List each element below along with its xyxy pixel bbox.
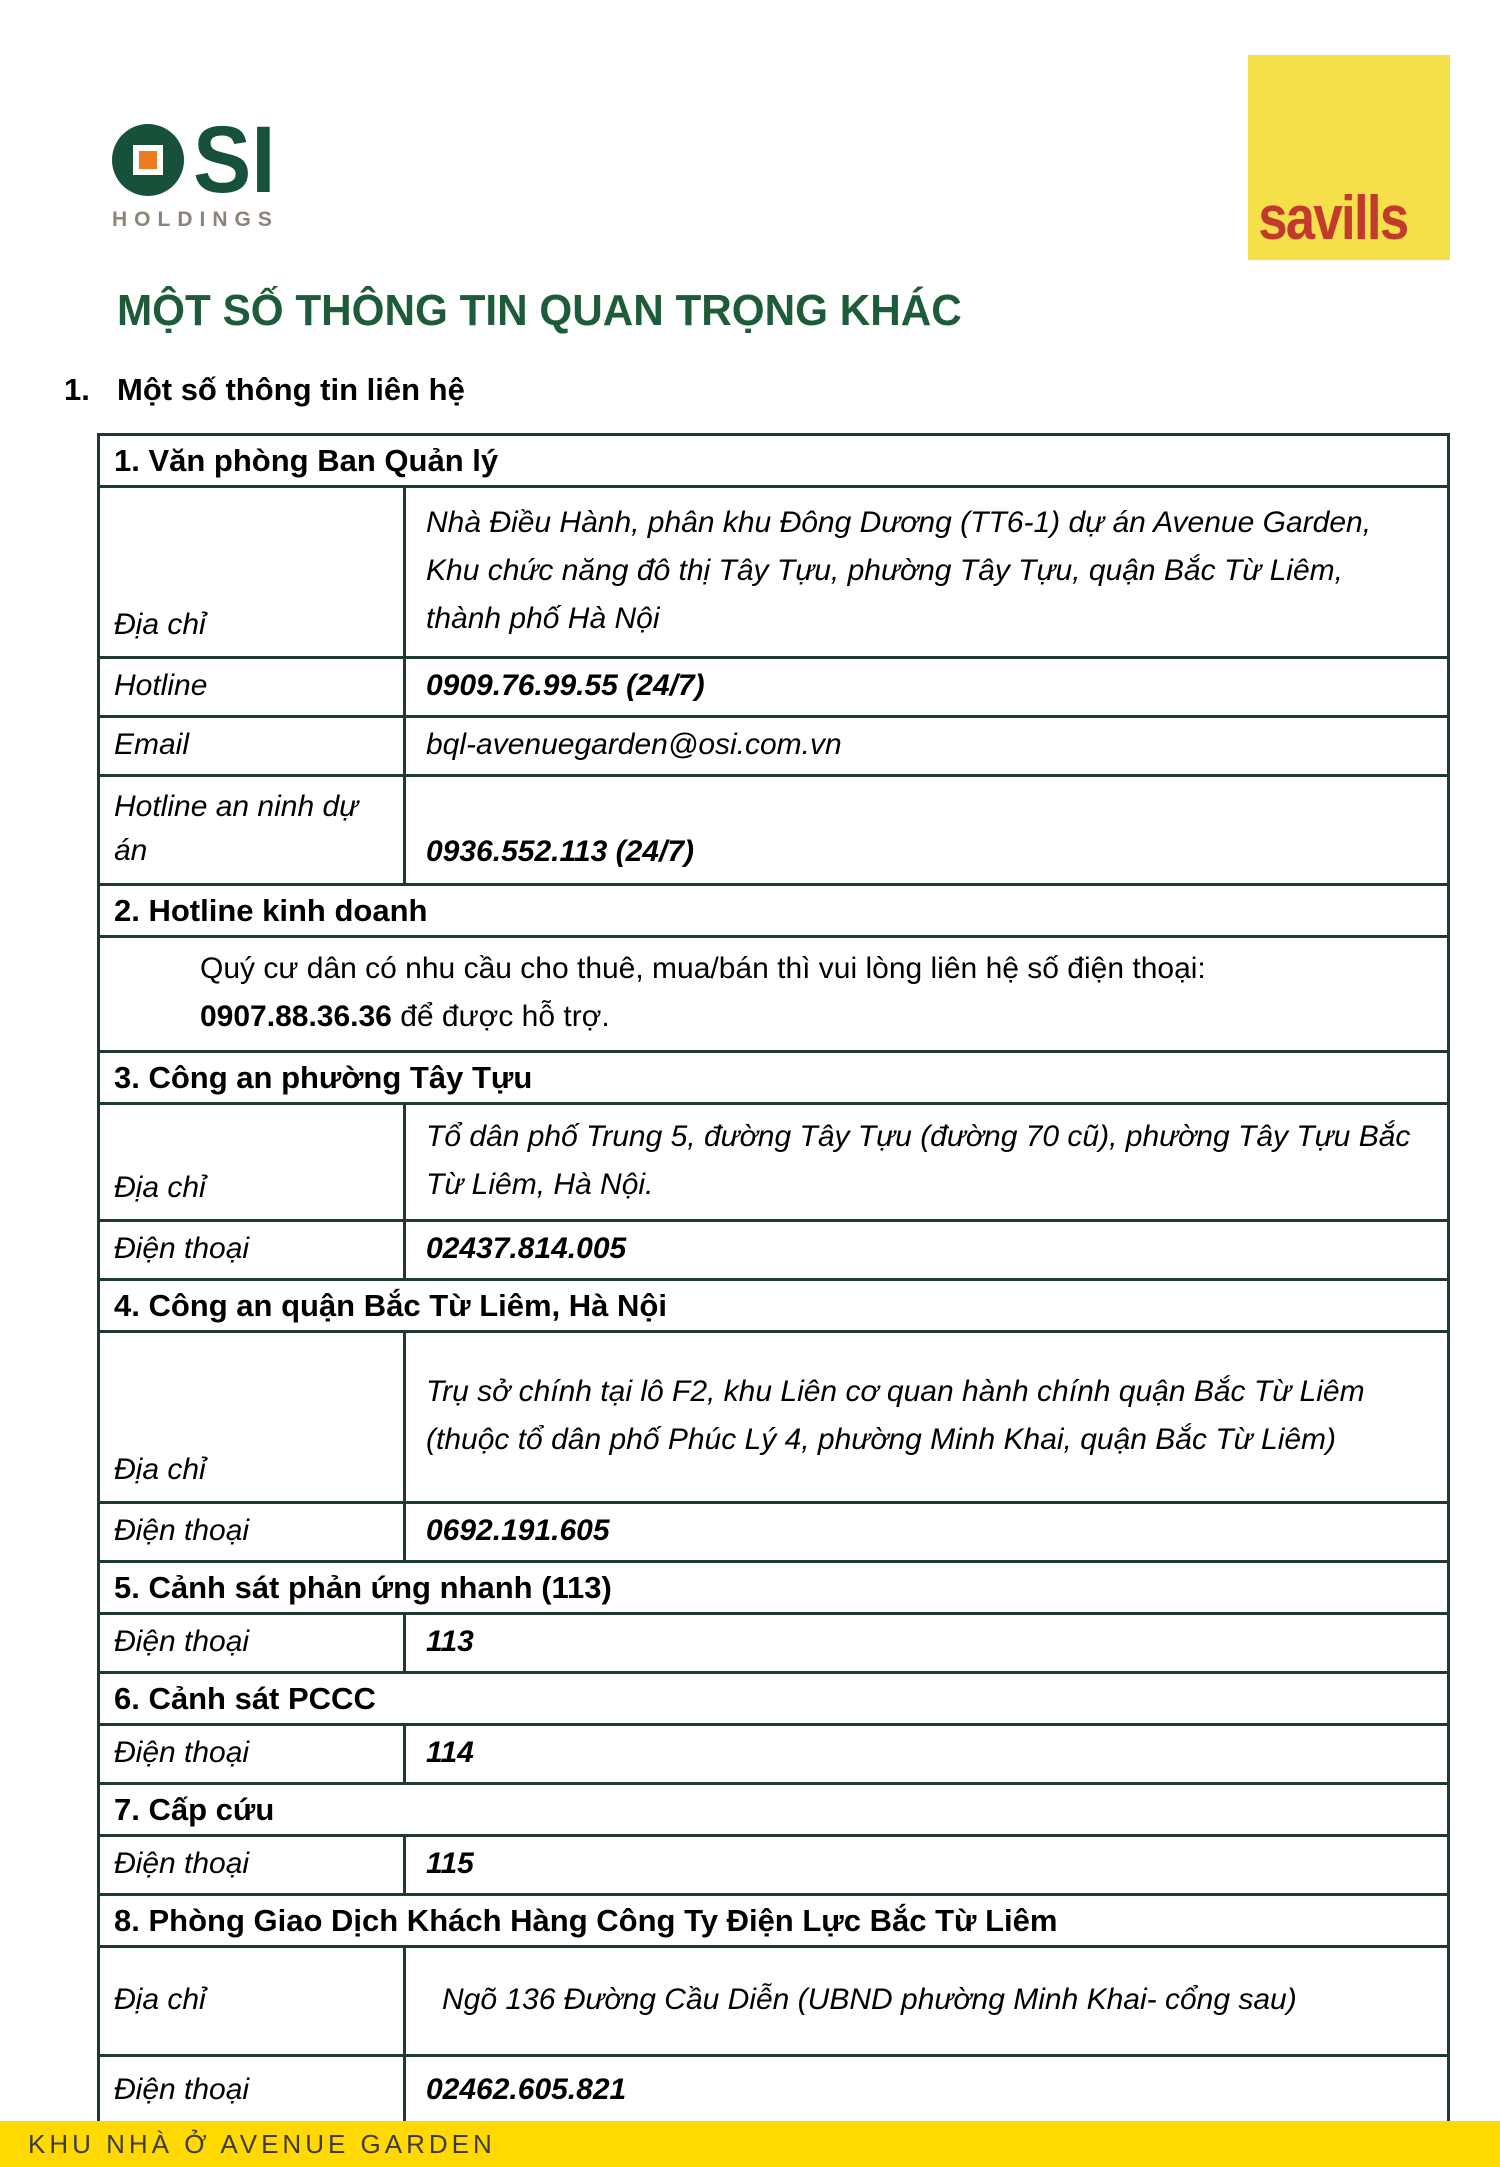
footer-bar [0, 2121, 1500, 2167]
osi-holdings-logo [112, 107, 283, 232]
section-header: 6. Cảnh sát PCCC [99, 1673, 1449, 1725]
row-value: 115 [405, 1836, 1449, 1895]
row-label: Địa chỉ [99, 1947, 405, 2056]
note-text: để được hỗ trợ. [391, 1000, 610, 1033]
section-header: 4. Công an quận Bắc Từ Liêm, Hà Nội [99, 1280, 1449, 1332]
section-header-row [99, 435, 1449, 487]
row-value: 0909.76.99.55 (24/7) [405, 658, 1449, 717]
table-row [99, 1332, 1449, 1503]
table-row [99, 1104, 1449, 1221]
section-header: 5. Cảnh sát phản ứng nhanh (113) [99, 1562, 1449, 1614]
row-value: 114 [405, 1725, 1449, 1784]
row-label: Điện thoại [99, 2056, 405, 2127]
contact-info-table [97, 433, 1450, 2128]
row-label: Hotline [99, 658, 405, 717]
note-text: Quý cư dân có nhu cầu cho thuê, mua/bán thì vui lòng liên hệ số điện thoại: [200, 952, 1206, 985]
row-label: Điện thoại [99, 1503, 405, 1562]
table-row [99, 717, 1449, 776]
section-header-row [99, 1673, 1449, 1725]
row-label: Email [99, 717, 405, 776]
section-header-row [99, 885, 1449, 937]
row-value: Ngõ 136 Đường Cầu Diễn (UBND phường Minh Khai- cổng sau) [405, 1947, 1449, 2056]
section-heading [64, 372, 465, 408]
row-value: Nhà Điều Hành, phân khu Đông Dương (TT6-1) dự án Avenue Garden, Khu chức năng đô thị Tây Tựu, phường Tây Tựu, quận Bắc Từ Liêm, thành phố Hà Nội [405, 487, 1449, 658]
table-row [99, 658, 1449, 717]
row-value: Trụ sở chính tại lô F2, khu Liên cơ quan hành chính quận Bắc Từ Liêm (thuộc tổ dân phố Phúc Lý 4, phường Minh Khai, quận Bắc Từ Liêm) [405, 1332, 1449, 1503]
row-value: 113 [405, 1614, 1449, 1673]
table-row [99, 1221, 1449, 1280]
row-value: bql-avenuegarden@osi.com.vn [405, 717, 1449, 776]
row-label: Điện thoại [99, 1725, 405, 1784]
row-value: 02437.814.005 [405, 1221, 1449, 1280]
section-header: 1. Văn phòng Ban Quản lý [99, 435, 1449, 487]
heading-number: 1. [64, 372, 90, 407]
row-label: Địa chỉ [99, 487, 405, 658]
table-row [99, 2056, 1449, 2127]
table-row [99, 1725, 1449, 1784]
savills-wordmark: savills [1258, 184, 1408, 253]
heading-text: Một số thông tin liên hệ [117, 372, 465, 407]
section-header-row [99, 1280, 1449, 1332]
table-row [99, 1947, 1449, 2056]
osi-orange-square-icon [133, 145, 163, 175]
note-phone: 0907.88.36.36 [200, 1000, 392, 1033]
table-row [99, 1614, 1449, 1673]
row-label: Hotline an ninh dự án [99, 776, 405, 885]
section-header: 8. Phòng Giao Dịch Khách Hàng Công Ty Điện Lực Bắc Từ Liêm [99, 1895, 1449, 1947]
section-header-row [99, 1562, 1449, 1614]
table-row [99, 1503, 1449, 1562]
section-header: 3. Công an phường Tây Tựu [99, 1052, 1449, 1104]
section-header-row [99, 1784, 1449, 1836]
section-header-row [99, 1052, 1449, 1104]
row-label: Địa chỉ [99, 1104, 405, 1221]
table-row [99, 937, 1449, 1052]
sales-note [99, 937, 1449, 1052]
section-header: 2. Hotline kinh doanh [99, 885, 1449, 937]
table-row [99, 1836, 1449, 1895]
osi-circle-icon [112, 124, 184, 196]
osi-si-letters: SI [193, 107, 276, 213]
table-row [99, 776, 1449, 885]
footer-project-name: KHU NHÀ Ở AVENUE GARDEN [28, 2128, 496, 2159]
row-label: Địa chỉ [99, 1332, 405, 1503]
osi-logo-mark [112, 107, 283, 213]
section-header-row [99, 1895, 1449, 1947]
section-header: 7. Cấp cứu [99, 1784, 1449, 1836]
row-label: Điện thoại [99, 1614, 405, 1673]
row-value: 0936.552.113 (24/7) [405, 776, 1449, 885]
row-value: Tổ dân phố Trung 5, đường Tây Tựu (đường 70 cũ), phường Tây Tựu Bắc Từ Liêm, Hà Nội. [405, 1104, 1449, 1221]
row-label: Điện thoại [99, 1221, 405, 1280]
osi-holdings-label: HOLDINGS [112, 208, 279, 231]
savills-logo [1248, 55, 1450, 260]
table-row [99, 487, 1449, 658]
row-label: Điện thoại [99, 1836, 405, 1895]
page-title: MỘT SỐ THÔNG TIN QUAN TRỌNG KHÁC [117, 286, 962, 335]
row-value: 02462.605.821 [405, 2056, 1449, 2127]
row-value: 0692.191.605 [405, 1503, 1449, 1562]
